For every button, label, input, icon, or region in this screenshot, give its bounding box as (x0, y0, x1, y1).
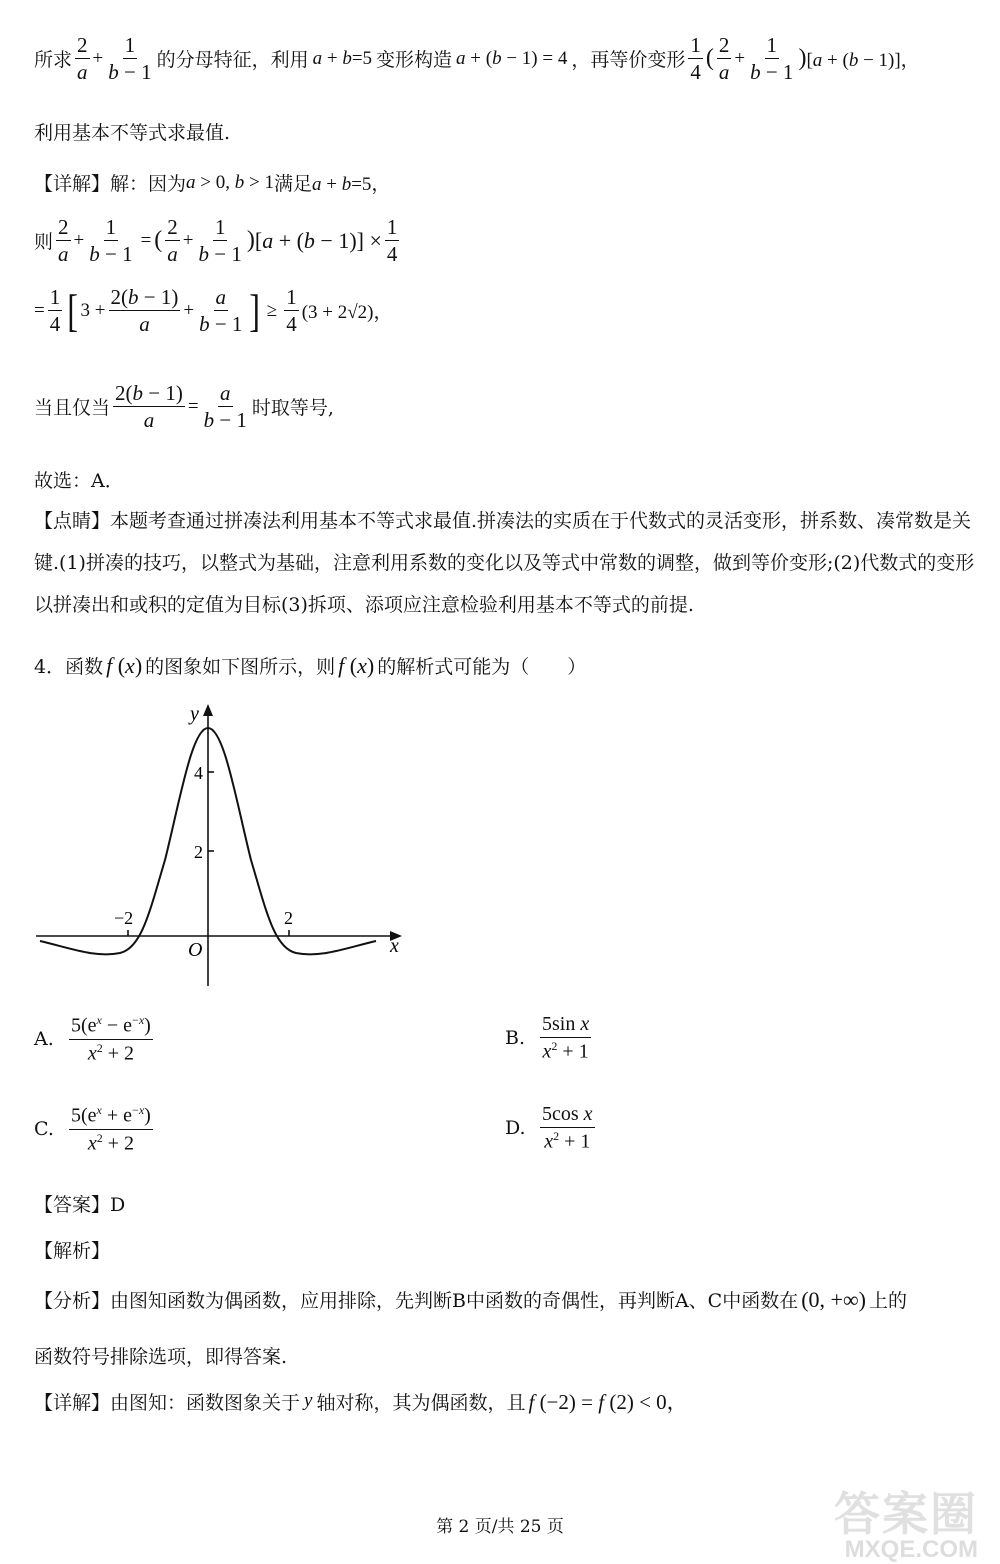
y-axis-arrow (203, 704, 213, 716)
answer-line: 【答案】D (34, 1194, 126, 1216)
page-footer: 第 2 页/共 25 页 (436, 1517, 564, 1537)
fenxi-line-1: 【分析】由图知函数为偶函数，应用排除，先判断B中函数的奇偶性，再判断A、C中函数在 (0, +∞) 上的 (34, 1286, 907, 1312)
text-line-5: = $\frac{1}{4}$ [ 3 + $\frac{2(b - 1)}{a}$ + $\frac{a}{b - 1}$ ] ≥ $\frac{1}{4}$ (3 + 2√2)， (34, 284, 393, 337)
text-line-7: 故选：A． (34, 470, 124, 492)
fraction-1-over-b-1: $\frac{1}{b - 1}$ (108, 33, 152, 85)
y-axis-label: y (190, 703, 199, 725)
text-line-3: 【详解】解：因为 a > 0, b > 1 满足 a + b=5， (34, 171, 391, 195)
text-line-1: 所求 $\frac{2}{a}$ + $\frac{1}{b - 1}$ 的分母特征，利用 a + b=5 变形构造 a + (b − 1) = 4 ，再等价变形 $\frac{1}{4}$ ( $\frac{2}{a}$ + $\frac{1}{b - 1}$ ) [a + (b − 1)]， (34, 33, 920, 85)
dianjing-paragraph: 【点睛】本题考查通过拼凑法利用基本不等式求最值.拼凑法的实质在于代数式的灵活变形，拼系数、凑常数是关键.(1)拼凑的技巧，以整式为基础，注意利用系数的变化以及等式中常数的调整，做到等价变形;(2)代数式的变形以拼凑出和或积的定值为目标(3)拆项、添项应注意检验利用基本不等式的前提. (34, 510, 975, 616)
y-tick-4: 4 (194, 763, 203, 783)
text-line-6: 当且仅当 $\frac{2(b - 1)}{a}$ = $\frac{a}{b - 1}$ 时取等号, (34, 381, 334, 433)
x-tick-2: 2 (284, 908, 293, 928)
fenxi-line-2: 函数符号排除选项，即得答案. (34, 1346, 288, 1368)
text-line-4: 则 $\frac{2}{a}$ + $\frac{1}{b - 1}$ = ( $\frac{2}{a}$ + $\frac{1}{b - 1}$ ) [a + (b − 1)] × $\frac{1}{4}$ (34, 215, 398, 267)
origin-label: O (188, 939, 203, 961)
jiexi-line: 【解析】 (34, 1240, 111, 1262)
y-tick-2: 2 (194, 842, 203, 862)
option-a[interactable]: A. $\frac{5(e^x - e^{-x})}{x^2 + 2}$ (34, 1013, 151, 1065)
function-graph (0, 690, 440, 1000)
fraction-2-over-a: $\frac{2}{a}$ (77, 33, 88, 85)
watermark-logo: 答案圈 MXQE.COM (834, 1488, 978, 1563)
text-line-2: 利用基本不等式求最值. (34, 122, 231, 144)
x-tick-neg2: −2 (114, 908, 134, 928)
option-d[interactable]: D. $\frac{\text{5cos x}}{x^2 + 1}$ (505, 1103, 593, 1153)
x-axis-label: x (390, 935, 399, 957)
option-b[interactable]: B. $\frac{\text{5sin x}}{x^2 + 1}$ (505, 1013, 590, 1063)
question-4: 4．函数 f (x) 的图象如下图所示，则 f (x) 的解析式可能为（ ） (34, 652, 587, 678)
option-c[interactable]: C. $\frac{5(e^x + e^{-x})}{x^2 + 2}$ (34, 1103, 151, 1155)
xiangjie-line: 【详解】由图知：函数图象关于 y 轴对称，其为偶函数，且 f (−2) = f (2) < 0， (34, 1390, 688, 1414)
